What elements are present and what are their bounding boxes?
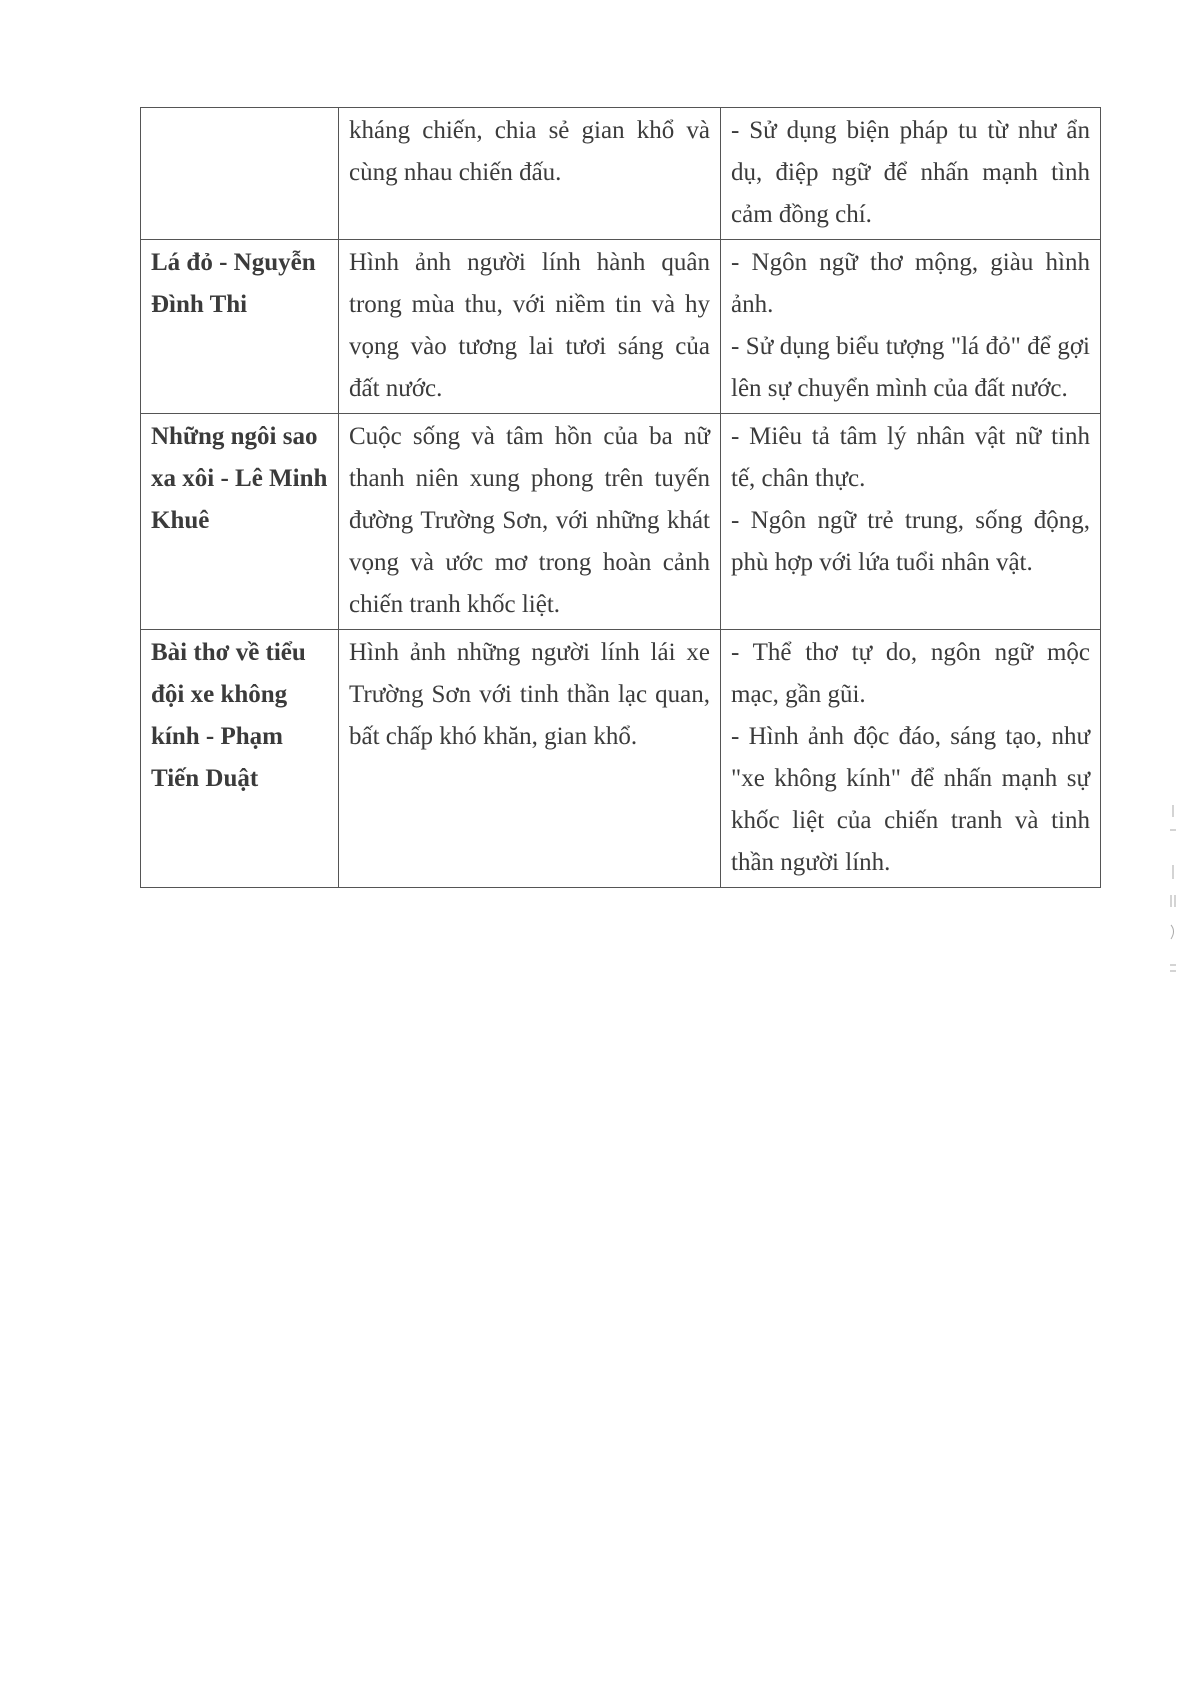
art-features-cell	[721, 240, 1101, 414]
work-title-cell: Lá đỏ - Nguyễn Đình Thi	[141, 240, 339, 414]
literature-table	[140, 107, 1101, 888]
binding-marks-icon	[1167, 795, 1179, 985]
table-row	[141, 108, 1101, 240]
work-title-cell	[141, 108, 339, 240]
art-features-cell	[721, 414, 1101, 630]
art-features-cell	[721, 630, 1101, 888]
art-feature-line: - Sử dụng biểu tượng "lá đỏ" để gợi lên sự chuyển mình của đất nước.	[731, 333, 1090, 402]
table-row	[141, 240, 1101, 414]
art-feature-line: - Ngôn ngữ trẻ trung, sống động, phù hợp với lứa tuổi nhân vật.	[731, 507, 1090, 576]
art-feature-line: - Hình ảnh độc đáo, sáng tạo, như "xe không kính" để nhấn mạnh sự khốc liệt của chiến tranh và tinh thần người lính.	[731, 723, 1090, 876]
art-features-cell	[721, 108, 1101, 240]
art-feature-line: - Thể thơ tự do, ngôn ngữ mộc mạc, gần gũi.	[731, 639, 1090, 708]
content-cell: Hình ảnh người lính hành quân trong mùa thu, với niềm tin và hy vọng vào tương lai tươi sáng của đất nước.	[339, 240, 721, 414]
table-row	[141, 414, 1101, 630]
work-title-cell: Bài thơ về tiểu đội xe không kính - Phạm Tiến Duật	[141, 630, 339, 888]
scan-edge-artifact	[1167, 795, 1179, 985]
work-title-cell: Những ngôi sao xa xôi - Lê Minh Khuê	[141, 414, 339, 630]
table-row	[141, 630, 1101, 888]
content-cell: Hình ảnh những người lính lái xe Trường Sơn với tinh thần lạc quan, bất chấp khó khăn, gian khổ.	[339, 630, 721, 888]
content-cell: Cuộc sống và tâm hồn của ba nữ thanh niên xung phong trên tuyến đường Trường Sơn, với những khát vọng và ước mơ trong hoàn cảnh chiến tranh khốc liệt.	[339, 414, 721, 630]
art-feature-line: - Sử dụng biện pháp tu từ như ẩn dụ, điệp ngữ để nhấn mạnh tình cảm đồng chí.	[731, 117, 1090, 228]
art-feature-line: - Ngôn ngữ thơ mộng, giàu hình ảnh.	[731, 249, 1090, 318]
art-feature-line: - Miêu tả tâm lý nhân vật nữ tinh tế, chân thực.	[731, 423, 1090, 492]
content-cell: kháng chiến, chia sẻ gian khổ và cùng nhau chiến đấu.	[339, 108, 721, 240]
